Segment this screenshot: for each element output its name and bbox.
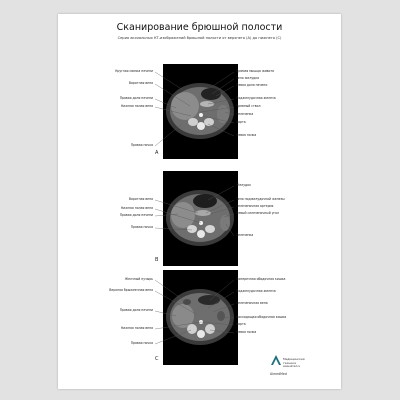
label-a-right-1: Прямая мышца живота <box>236 69 275 73</box>
logo-footer: AlmedMed <box>270 372 287 376</box>
label-c-right-2: Поджелудочная железа <box>236 289 276 293</box>
ct-scan-c <box>155 270 238 365</box>
label-c-left-2: Верхняя брыжеечная вена <box>109 288 153 292</box>
label-b-left-1: Воротная вена <box>128 197 153 201</box>
ct-scan-b-image <box>163 171 238 266</box>
label-a-right-6: Селезенка <box>236 112 254 116</box>
label-b-left-4: Правая почка <box>130 225 153 229</box>
label-c-right-3: Селезеночная вена <box>236 301 268 305</box>
label-a-right-5: Чревный ствол <box>236 104 261 108</box>
company-logo-icon <box>270 354 282 366</box>
label-a-right-8: Левая почка <box>236 133 257 137</box>
ct-scan-b <box>155 171 238 266</box>
panel-letter-b: B <box>155 257 159 263</box>
label-b-left-2: Нижняя полая вена <box>120 206 153 210</box>
label-c-right-5: Аорта <box>236 322 246 326</box>
ct-scan-a <box>155 64 238 159</box>
label-c-right-1: Поперечная ободочная кишка <box>236 277 286 281</box>
label-b-right-3: Селезеночная артерия <box>236 204 274 208</box>
ct-scan-c-image <box>163 270 238 365</box>
label-c-right-4: Нисходящая ободочная кишка <box>236 315 287 319</box>
logo-line-2: техника <box>283 360 296 365</box>
label-c-left-3: Правая доля печени <box>119 308 153 312</box>
label-a-left-4: Нижняя полая вена <box>120 104 153 108</box>
label-a-left-3: Правая доля печени <box>119 96 153 100</box>
logo-line-3: www.almed.ru <box>283 365 301 369</box>
label-b-right-5: Селезенка <box>236 233 254 237</box>
label-a-right-2: Тело желудка <box>236 76 260 80</box>
label-a-right-7: Аорта <box>236 120 246 124</box>
panel-letter-a: A <box>155 150 159 156</box>
label-b-right-1: Желудок <box>236 183 251 187</box>
label-c-left-4: Нижняя полая вена <box>120 326 153 330</box>
label-b-right-2: Тело поджелудочной железы <box>236 197 285 201</box>
ct-scan-a-image <box>163 64 238 159</box>
label-a-left-1: Круглая связка печени <box>115 69 153 73</box>
label-a-left-2: Воротная вена <box>128 81 153 85</box>
poster-title: Сканирование брюшной полости <box>116 22 283 33</box>
poster-subtitle: Серия аксиальных КТ-изображений брюшной полости от верхнего (А) до нижнего (С) <box>117 36 282 40</box>
label-c-left-1: Желчный пузырь <box>124 277 153 281</box>
label-a-right-4: Поджелудочная железа <box>236 96 276 100</box>
label-c-left-5: Правая почка <box>130 341 153 345</box>
poster <box>58 14 341 389</box>
label-a-left-5: Правая почка <box>130 143 153 147</box>
logo-text <box>283 358 305 369</box>
label-c-right-6: Левая почка <box>236 330 257 334</box>
label-b-left-3: Правая доля печени <box>119 213 153 217</box>
label-b-right-4: Левый селезеночный угол <box>236 211 280 215</box>
logo-line-1: Медицинская <box>283 357 305 361</box>
panel-letter-c: C <box>155 356 159 362</box>
label-a-right-3: Левая доля печени <box>236 83 268 87</box>
